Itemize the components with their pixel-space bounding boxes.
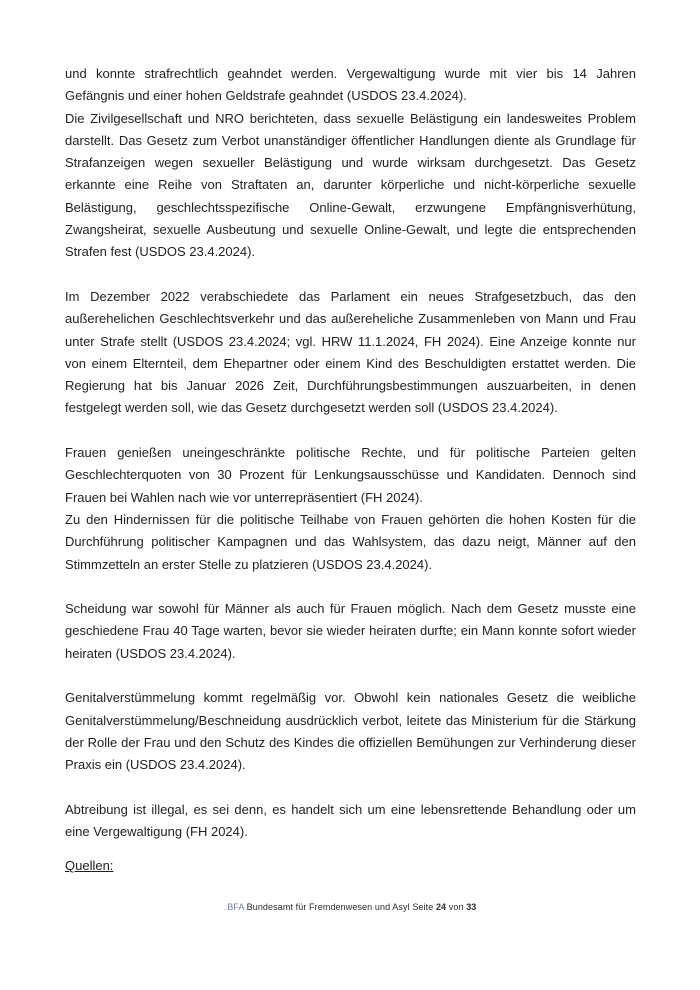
footer-von-label: von — [448, 902, 464, 912]
paragraph — [65, 442, 636, 509]
text-line: Scheidung war sowohl für Männer als auch für Frauen möglich. Nach dem Gesetz musste eine — [65, 601, 636, 617]
text-line: Im Dezember 2022 verabschiedete das Parlament ein neues Strafgesetzbuch, das den — [65, 288, 636, 304]
text-line: heiraten (USDOS 23.4.2024). — [65, 645, 236, 661]
text-line: Geschlechterquoten von 30 Prozent für Lenkungsausschüsse und Kandidaten. Dennoch sind — [65, 467, 636, 483]
text-line: und konnte strafrechtlich geahndet werden. Vergewaltigung wurde mit vier bis 14 Jahren — [65, 66, 636, 81]
text-line: Frauen bei Wahlen nach wie vor unterrepräsentiert (FH 2024). — [65, 489, 423, 505]
text-line: der Rolle der Frau und den Schutz des Kindes die offiziellen Bemühungen zur Verhinderung dieser — [65, 734, 636, 750]
text-line: geschiedene Frau 40 Tage warten, bevor sie wieder heiraten durfte; ein Mann konnte sofort wieder — [65, 623, 636, 639]
text-line: darstellt. Das Gesetz zum Verbot unanständiger öffentlicher Handlungen diente als Grundlage für — [65, 132, 636, 148]
document-body — [65, 63, 636, 878]
text-line: Belästigung, geschlechtsspezifische Online-Gewalt, erzwungene Empfängnisverhütung, — [65, 199, 636, 215]
sources-heading — [65, 855, 636, 877]
text-line: Praxis ein (USDOS 23.4.2024). — [65, 757, 246, 773]
bfa-logo-dot-icon: . — [223, 902, 227, 912]
paragraph — [65, 687, 636, 776]
text-line: Genitalverstümmelung/Beschneidung ausdrücklich verbot, leitete das Ministerium für die Stärkung — [65, 712, 636, 728]
text-line: Zu den Hindernissen für die politische Teilhabe von Frauen gehörten die hohen Kosten für die — [65, 511, 636, 527]
text-line: Durchführung politischer Kampagnen und das Wahlsystem, das dazu neigt, Männer auf den — [65, 534, 636, 550]
paragraph — [65, 598, 636, 665]
text-line: Zwangsheirat, sexuelle Ausbeutung und sexuelle Online-Gewalt, und legte die entsprechenden — [65, 222, 636, 238]
text-line: eine Vergewaltigung (FH 2024). — [65, 824, 248, 840]
text-line: Strafen fest (USDOS 23.4.2024). — [65, 244, 256, 260]
text-line: unter Strafe stellt (USDOS 23.4.2024; vgl. HRW 11.1.2024, FH 2024). Eine Anzeige konnte nur — [65, 333, 636, 349]
footer-seite-label: Seite — [412, 902, 434, 912]
text-line: Stimmzetteln an erster Stelle zu platzieren (USDOS 23.4.2024). — [65, 556, 433, 572]
page-footer — [0, 901, 700, 914]
text-line: festgelegt werden soll, wie das Gesetz durchgesetzt werden soll (USDOS 23.4.2024). — [65, 400, 558, 416]
text-line: Die Zivilgesellschaft und NRO berichteten, dass sexuelle Belästigung ein landesweites Problem — [65, 110, 636, 126]
text-line: Frauen genießen uneingeschränkte politische Rechte, und für politische Parteien gelten — [65, 445, 636, 461]
bfa-logo-text: BFA — [227, 902, 244, 912]
paragraph — [65, 63, 636, 108]
paragraph — [65, 286, 636, 420]
paragraph — [65, 108, 636, 264]
text-line: Abtreibung ist illegal, es sei denn, es handelt sich um eine lebensrettende Behandlung oder um — [65, 801, 636, 817]
paragraph — [65, 509, 636, 576]
text-line: erkannte eine Reihe von Straftaten an, darunter körperliche und nicht-körperliche sexuelle — [65, 177, 636, 193]
text-line: außerehelichen Geschlechtsverkehr und das außereheliche Zusammenleben von Mann und Frau — [65, 311, 636, 327]
text-line: von einem Elternteil, dem Ehepartner oder einem Kind des Beschuldigten erstattet werden. Die — [65, 355, 636, 371]
text-line: Gefängnis und einer hohen Geldstrafe geahndet (USDOS 23.4.2024). — [65, 88, 467, 104]
footer-page-total: 33 — [466, 902, 477, 912]
footer-org-name: Bundesamt für Fremdenwesen und Asyl — [246, 902, 410, 912]
footer-page-current: 24 — [435, 902, 447, 912]
text-line: Quellen: — [65, 858, 114, 874]
paragraph — [65, 799, 636, 844]
text-line: Regierung hat bis Januar 2026 Zeit, Durchführungsbestimmungen auszuarbeiten, in denen — [65, 378, 636, 394]
text-line: Strafanzeigen wegen sexueller Belästigung und wurde wirksam durchgesetzt. Das Gesetz — [65, 155, 636, 171]
text-line: Genitalverstümmelung kommt regelmäßig vor. Obwohl kein nationales Gesetz die weibliche — [65, 690, 636, 706]
